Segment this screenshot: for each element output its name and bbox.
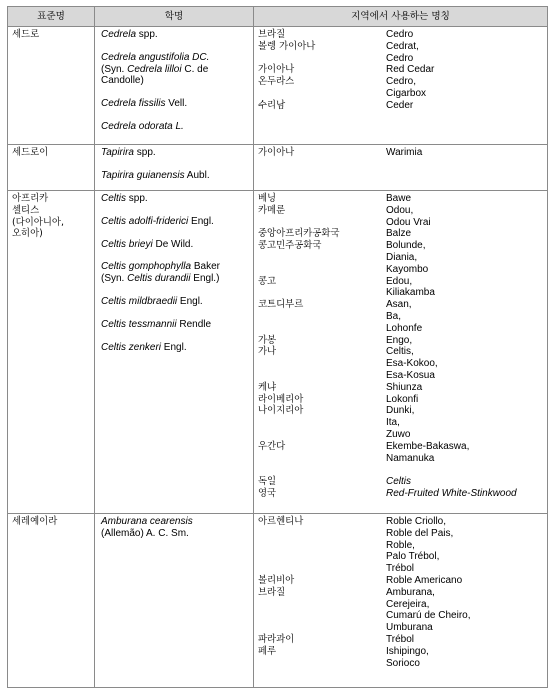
region-label bbox=[258, 417, 386, 429]
header-regional-names: 지역에서 사용하는 명칭 bbox=[254, 7, 548, 27]
region-label bbox=[258, 323, 386, 335]
local-name: Lohonfe bbox=[386, 322, 423, 334]
scientific-name-entry bbox=[101, 193, 251, 205]
taxon-name: Tapirira guianensis bbox=[101, 169, 185, 181]
local-name: Bolunde, bbox=[386, 240, 426, 252]
taxon-name: Celtis zenkeri bbox=[101, 341, 162, 353]
taxon-name: Tapirira bbox=[101, 147, 134, 158]
region-label: 브라질 bbox=[258, 29, 286, 40]
scientific-name-entry bbox=[101, 319, 251, 331]
local-name: Esa-Kosua bbox=[386, 369, 435, 381]
local-name: Dunki, bbox=[386, 405, 415, 417]
region-label bbox=[258, 287, 386, 299]
author-text: (Allemão) A. C. Sm. bbox=[101, 527, 189, 539]
scientific-name-line bbox=[101, 121, 251, 133]
local-name: Diania, bbox=[386, 251, 418, 263]
region-label: 라이베리아 bbox=[258, 393, 304, 405]
taxon-name: Cedrela fissilis bbox=[101, 98, 166, 110]
local-name: Odou Vrai bbox=[386, 216, 431, 228]
region-label bbox=[258, 429, 386, 441]
species-name-table bbox=[7, 6, 548, 688]
local-name: Odou, bbox=[386, 204, 414, 216]
scientific-name-entry bbox=[101, 170, 251, 182]
local-name: Roble del Pais, bbox=[386, 527, 454, 539]
local-name: Ita, bbox=[386, 417, 400, 429]
region-label: 가봉 bbox=[258, 334, 277, 346]
standard-name-cell bbox=[8, 514, 95, 688]
region-label bbox=[258, 453, 386, 465]
region-label bbox=[258, 88, 386, 100]
scientific-name-line bbox=[101, 516, 251, 528]
local-name: Red Cedar bbox=[386, 64, 435, 76]
scientific-name-line bbox=[101, 64, 251, 76]
region-label bbox=[258, 622, 386, 634]
region-label: 가나 bbox=[258, 346, 277, 358]
scientific-name-line bbox=[101, 342, 251, 354]
local-name: Trébol bbox=[386, 563, 414, 575]
region-label: 온두라스 bbox=[258, 76, 295, 88]
region-label: 수리남 bbox=[258, 99, 286, 111]
standard-name-line: (다이아니아, bbox=[12, 216, 64, 228]
region-label bbox=[258, 464, 386, 476]
local-name: Zuwo bbox=[386, 428, 411, 440]
region-label bbox=[258, 540, 386, 552]
region-label bbox=[258, 599, 386, 611]
author-text: C. de bbox=[181, 63, 209, 75]
standard-name-line: 세레예이라 bbox=[12, 516, 58, 527]
scientific-name-entry bbox=[101, 147, 251, 159]
region-label: 가이아나 bbox=[258, 64, 295, 76]
scientific-name-line bbox=[101, 75, 251, 87]
scientific-name-cell bbox=[95, 145, 254, 191]
taxon-name: Celtis gomphophylla bbox=[101, 261, 192, 273]
author-text: spp. bbox=[133, 147, 156, 158]
region-label bbox=[258, 610, 386, 622]
author-text: Engl. bbox=[188, 215, 214, 227]
author-text: De Wild. bbox=[152, 238, 194, 250]
author-text: Vell. bbox=[165, 98, 188, 110]
local-name: Cumarú de Cheiro, bbox=[386, 610, 471, 622]
local-name: Balze bbox=[386, 228, 412, 240]
standard-name-line: 셀티스 bbox=[12, 204, 40, 216]
local-name: Engo, bbox=[386, 334, 413, 346]
local-name: Ba, bbox=[386, 310, 402, 322]
region-label: 볼렝 가이아나 bbox=[258, 40, 316, 52]
scientific-name-line bbox=[101, 170, 251, 182]
author-text: Engl.) bbox=[190, 273, 220, 285]
local-name: Celtis bbox=[386, 476, 412, 488]
local-name: Roble Americano bbox=[386, 574, 463, 586]
region-label bbox=[258, 370, 386, 382]
region-label: 독일 bbox=[258, 476, 277, 488]
standard-name-cell bbox=[8, 145, 95, 191]
scientific-name-cell bbox=[95, 191, 254, 514]
scientific-name-line bbox=[101, 296, 251, 308]
scientific-name-line bbox=[101, 528, 251, 540]
author-text: Aubl. bbox=[184, 169, 210, 181]
region-label: 가이아나 bbox=[258, 147, 295, 158]
author-text: (Syn. bbox=[101, 273, 128, 285]
table-row bbox=[8, 145, 548, 191]
author-text: Engl. bbox=[161, 341, 187, 353]
region-label: 볼리비아 bbox=[258, 574, 295, 586]
taxon-name: Celtis brieyi bbox=[101, 238, 153, 250]
scientific-name-line bbox=[101, 239, 251, 251]
region-label bbox=[258, 53, 386, 65]
taxon-name: Cedrela bbox=[101, 29, 137, 40]
local-name: Asan, bbox=[386, 299, 412, 311]
region-label: 나이지리아 bbox=[258, 405, 304, 417]
taxon-name: Celtis bbox=[101, 193, 127, 204]
scientific-name-entry bbox=[101, 342, 251, 354]
local-name: Warimia bbox=[386, 147, 423, 158]
regional-names-list bbox=[258, 516, 545, 669]
regional-names-cell bbox=[254, 191, 548, 514]
region-label bbox=[258, 658, 386, 670]
local-name: Bawe bbox=[386, 193, 412, 204]
region-label bbox=[258, 563, 386, 575]
scientific-name-line bbox=[101, 98, 251, 110]
taxon-name: Celtis mildbraedii bbox=[101, 295, 178, 307]
local-name: Cedro bbox=[386, 29, 414, 40]
author-text: Candolle) bbox=[101, 75, 144, 87]
region-label bbox=[258, 217, 386, 229]
header-scientific-name: 학명 bbox=[95, 7, 254, 27]
region-label: 케냐 bbox=[258, 381, 277, 393]
standard-name-cell bbox=[8, 191, 95, 514]
region-label bbox=[258, 528, 386, 540]
scientific-name-entry bbox=[101, 261, 251, 285]
table-header-row bbox=[8, 7, 548, 27]
scientific-name-line bbox=[101, 193, 251, 205]
local-name: Kayombo bbox=[386, 263, 429, 275]
local-name: Amburana, bbox=[386, 586, 435, 598]
scientific-name-line bbox=[101, 52, 251, 64]
taxon-name: Cedrela angustifolia DC. bbox=[101, 51, 210, 63]
local-name: Ekembe-Bakaswa, bbox=[386, 440, 470, 452]
scientific-name-entry bbox=[101, 98, 251, 110]
region-label: 브라질 bbox=[258, 586, 286, 598]
taxon-name: Cedrela lilloi bbox=[127, 63, 182, 75]
local-name: Red-Fruited White-Stinkwood bbox=[386, 487, 517, 499]
region-label: 아르헨티나 bbox=[258, 516, 304, 527]
region-label: 베닝 bbox=[258, 193, 277, 204]
local-name: Roble, bbox=[386, 539, 415, 551]
local-name: Umburana bbox=[386, 622, 433, 634]
local-name: Trébol bbox=[386, 633, 414, 645]
region-label: 코트디부르 bbox=[258, 299, 304, 311]
standard-name-line: 아프리카 bbox=[12, 193, 49, 204]
regional-names-list bbox=[258, 193, 545, 500]
region-label bbox=[258, 551, 386, 563]
scientific-name-cell bbox=[95, 514, 254, 688]
author-text: Baker bbox=[191, 261, 220, 273]
scientific-name-entry bbox=[101, 296, 251, 308]
local-name: Lokonfi bbox=[386, 393, 419, 405]
taxon-name: Amburana cearensis bbox=[101, 516, 193, 527]
scientific-name-line bbox=[101, 261, 251, 273]
author-text: Rendle bbox=[176, 318, 212, 330]
regional-names-cell bbox=[254, 514, 548, 688]
region-label bbox=[258, 252, 386, 264]
scientific-name-entry bbox=[101, 516, 251, 540]
local-name bbox=[386, 464, 545, 476]
taxon-name: Celtis adolfi-friderici bbox=[101, 215, 189, 227]
standard-name-line: 세드로이 bbox=[12, 147, 49, 158]
region-label bbox=[258, 358, 386, 370]
author-text: spp. bbox=[126, 193, 148, 204]
local-name: Cedro, bbox=[386, 76, 417, 88]
region-label: 카메룬 bbox=[258, 204, 286, 216]
taxon-name: Celtis tessmannii bbox=[101, 318, 177, 330]
region-label bbox=[258, 264, 386, 276]
local-name: Namanuka bbox=[386, 452, 435, 464]
local-name: Roble Criollo, bbox=[386, 516, 447, 527]
region-label: 콩고 bbox=[258, 275, 277, 287]
scientific-name-cell bbox=[95, 27, 254, 145]
local-name: Palo Trébol, bbox=[386, 551, 440, 563]
local-name: Esa-Kokoo, bbox=[386, 358, 438, 370]
taxon-name: Cedrela odorata L. bbox=[101, 120, 184, 132]
author-text: spp. bbox=[136, 29, 158, 40]
taxon-name: Celtis durandii bbox=[127, 273, 191, 285]
scientific-name-entry bbox=[101, 52, 251, 87]
scientific-name-line bbox=[101, 147, 251, 159]
scientific-name-line bbox=[101, 319, 251, 331]
regional-names-cell bbox=[254, 145, 548, 191]
standard-name-cell bbox=[8, 27, 95, 145]
local-name: Kiliakamba bbox=[386, 287, 435, 299]
standard-name-line: 세드로 bbox=[12, 29, 40, 40]
local-name: Ishipingo, bbox=[386, 645, 429, 657]
header-standard-name: 표준명 bbox=[8, 7, 95, 27]
local-name: Cerejeira, bbox=[386, 598, 430, 610]
local-name: Edou, bbox=[386, 275, 413, 287]
author-text: (Syn. bbox=[101, 63, 128, 75]
table-row bbox=[8, 191, 548, 514]
scientific-name-entry bbox=[101, 121, 251, 133]
scientific-name-entry bbox=[101, 29, 251, 41]
region-label bbox=[258, 311, 386, 323]
scientific-name-line bbox=[101, 216, 251, 228]
region-label: 콩고민주공화국 bbox=[258, 240, 322, 252]
scientific-name-entry bbox=[101, 216, 251, 228]
region-label: 중앙아프리카공화국 bbox=[258, 228, 340, 240]
regional-names-list bbox=[258, 29, 545, 112]
local-name: Celtis, bbox=[386, 346, 414, 358]
table-row bbox=[8, 514, 548, 688]
local-name: Sorioco bbox=[386, 657, 420, 669]
region-label: 우간다 bbox=[258, 440, 286, 452]
scientific-name-line bbox=[101, 273, 251, 285]
scientific-name-line bbox=[101, 29, 251, 41]
standard-name-line: 오히아) bbox=[12, 228, 43, 240]
local-name: Ceder bbox=[386, 99, 414, 111]
regional-names-cell bbox=[254, 27, 548, 145]
table-row bbox=[8, 27, 548, 145]
region-label: 파라과이 bbox=[258, 633, 295, 645]
region-label: 페루 bbox=[258, 645, 277, 657]
author-text: Engl. bbox=[177, 295, 203, 307]
local-name: Cedrat, bbox=[386, 40, 419, 52]
scientific-name-entry bbox=[101, 239, 251, 251]
local-name: Cedro bbox=[386, 52, 414, 64]
regional-names-list bbox=[258, 147, 545, 159]
local-name: Cigarbox bbox=[386, 87, 427, 99]
region-label: 영국 bbox=[258, 487, 277, 499]
local-name: Shiunza bbox=[386, 381, 423, 393]
